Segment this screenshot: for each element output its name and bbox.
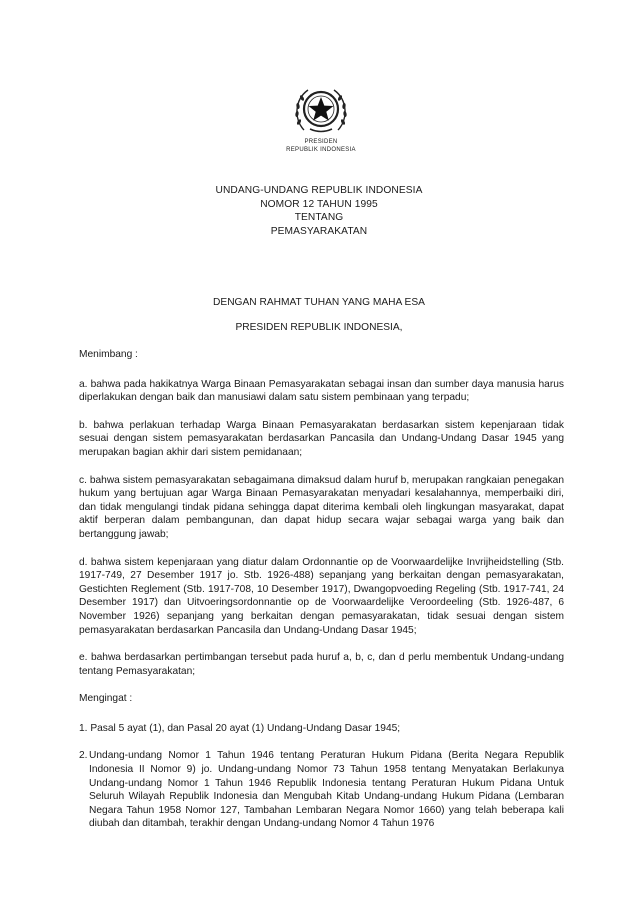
- presidential-seal-star-icon: [290, 82, 352, 138]
- mengingat-item-1: 1. Pasal 5 ayat (1), dan Pasal 20 ayat (1) Undang-Undang Dasar 1945;: [79, 722, 401, 734]
- rahmat-line: DENGAN RAHMAT TUHAN YANG MAHA ESA: [213, 297, 425, 308]
- mengingat-item-2-number: 2.: [79, 750, 88, 762]
- title-line-1: UNDANG-UNDANG REPUBLIK INDONESIA: [215, 185, 423, 196]
- document-body: [79, 348, 564, 845]
- mengingat-item-2-text: Undang-undang Nomor 1 Tahun 1946 tentang Peraturan Hukum Pidana (Berita Negara Republik Indonesia II Nomor 9) jo. Undang-undang Nomor 73 Tahun 1958 tentang Menyatakan Berlakunya Undang-undang Nomor 1 Tahun 1946 Republik Indonesia tentang Peraturan Hukum Pidana Untuk Seluruh Wilayah Republik Indonesia dan Mengubah Kitab Undang-undang Hukum Pidana (Lembaran Negara Tahun 1958 Nomor 127, Tambahan Lembaran Negara Nomor 1660) yang telah beberapa kali diubah dan ditambah, terakhir dengan Undang-undang Nomor 4 Tahun 1976: [89, 750, 564, 830]
- law-title: [0, 184, 638, 238]
- seal-caption-line2: REPUBLIK INDONESIA: [286, 147, 356, 153]
- seal-caption-line1: PRESIDEN: [304, 139, 338, 145]
- menimbang-item-e: e. bahwa berdasarkan pertimbangan tersebut pada huruf a, b, c, dan d perlu membentuk Undang-undang tentang Pemasyarakatan;: [79, 652, 564, 677]
- menimbang-item-c: c. bahwa sistem pemasyarakatan sebagaimana dimaksud dalam huruf b, merupakan rangkaian penegakan hukum yang bertujuan agar Warga Binaan Pemasyarakatan menyadari kesalahannya, memperbaiki diri, dan tidak mengulangi tindak pidana sehingga dapat diterima kembali oleh lingkungan masyarakat, dapat aktif berperan dalam pembangunan, dan dapat hidup secara wajar sebagai warga yang baik dan bertanggung jawab;: [79, 474, 564, 540]
- menimbang-item-a: a. bahwa pada hakikatnya Warga Binaan Pemasyarakatan sebagai insan dan sumber daya manusia harus diperlakukan dengan baik dan manusiawi dalam satu sistem pembinaan yang terpadu;: [79, 378, 564, 404]
- title-line-3: TENTANG: [294, 212, 344, 224]
- title-line-4: PEMASYARAKATAN: [270, 225, 368, 237]
- mengingat-label: Mengingat :: [79, 693, 133, 705]
- menimbang-label: Menimbang :: [79, 349, 138, 360]
- menimbang-item-b: b. bahwa perlakuan terhadap Warga Binaan Pemasyarakatan berdasarkan sistem kepenjaraan tidak sesuai dengan sistem pemasyarakatan berdasarkan Pancasila dan Undang-Undang Dasar 1945 yang merupakan bagian akhir dari sistem pemidanaan;: [79, 419, 564, 458]
- mengingat-item-2: [79, 749, 564, 831]
- title-line-2: NOMOR 12 TAHUN 1995: [260, 198, 378, 210]
- presidential-seal: [268, 82, 374, 166]
- presiden-line: PRESIDEN REPUBLIK INDONESIA,: [235, 322, 403, 333]
- menimbang-item-d: d. bahwa sistem kepenjaraan yang diatur dalam Ordonnantie op de Voorwaardelijke Invrijheidstelling (Stb. 1917-749, 27 Desember 1917 jo. Stb. 1926-488) sepanjang yang berkaitan dengan pemasyarakatan, Gestichten Reglement (Stb. 1917-708, 10 Desember 1917), Dwangopvoeding Regeling (Stb. 1917-741, 24 Desember 1917) dan Uitvoeringsordonnantie op de Voorwaardelijke Veroordeeling (Stb. 1926-487, 6 November 1926) sepanjang yang berkaitan dengan pemasyarakatan, tidak sesuai dengan sistem pemasyarakatan berdasarkan Pancasila dan Undang-Undang Dasar 1945;: [79, 556, 564, 636]
